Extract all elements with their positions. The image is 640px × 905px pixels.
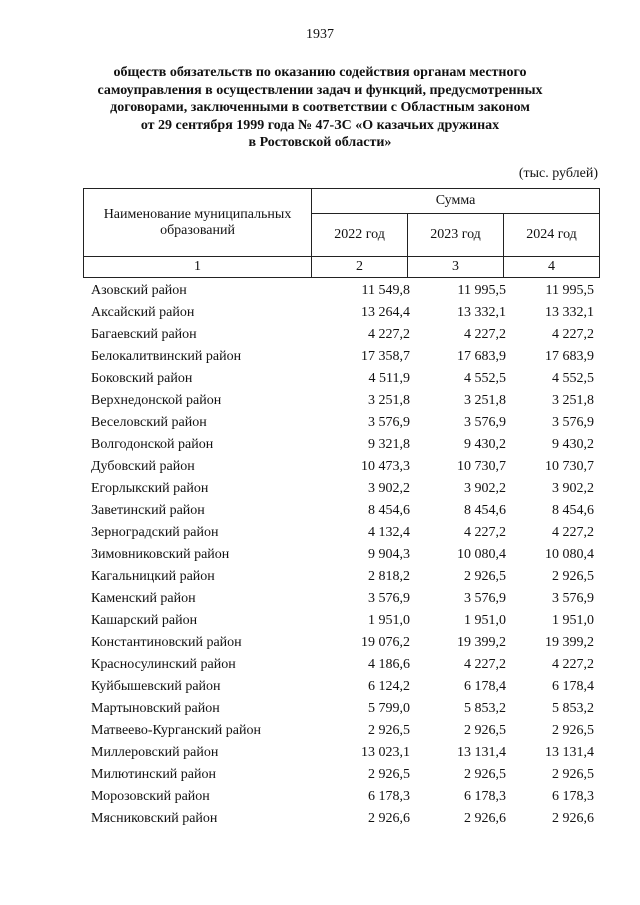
value-2024: 4 227,2 — [552, 327, 594, 342]
municipality-name: Веселовский район — [91, 415, 207, 430]
table-row — [83, 324, 600, 346]
title-line: от 29 сентября 1999 года № 47-ЗС «О казачьих дружинах — [140, 117, 500, 133]
data-table — [83, 280, 600, 830]
value-2024: 2 926,5 — [552, 767, 594, 782]
value-2023: 3 902,2 — [464, 481, 506, 496]
municipality-name: Мартыновский район — [91, 701, 220, 716]
value-2024: 9 430,2 — [552, 437, 594, 452]
municipality-name: Каменский район — [91, 591, 196, 606]
value-2024: 3 576,9 — [552, 415, 594, 430]
title-line: самоуправления в осуществлении задач и функций, предусмотренных — [97, 82, 543, 98]
value-2022: 4 227,2 — [368, 327, 410, 342]
value-2022: 8 454,6 — [368, 503, 410, 518]
value-2024: 17 683,9 — [545, 349, 594, 364]
value-2022: 5 799,0 — [368, 701, 410, 716]
value-2023: 4 552,5 — [464, 371, 506, 386]
municipality-name: Азовский район — [91, 283, 187, 298]
table-row — [83, 390, 600, 412]
value-2023: 11 995,5 — [457, 283, 506, 298]
value-2023: 3 251,8 — [464, 393, 506, 408]
value-2022: 11 549,8 — [361, 283, 410, 298]
value-2024: 3 902,2 — [552, 481, 594, 496]
table-row — [83, 478, 600, 500]
table-row — [83, 654, 600, 676]
table-row — [83, 566, 600, 588]
value-2022: 19 076,2 — [361, 635, 410, 650]
municipality-name: Заветинский район — [91, 503, 205, 518]
value-2024: 3 251,8 — [552, 393, 594, 408]
value-2024: 6 178,4 — [552, 679, 594, 694]
value-2022: 1 951,0 — [368, 613, 410, 628]
value-2023: 3 576,9 — [464, 591, 506, 606]
value-2022: 2 818,2 — [368, 569, 410, 584]
municipality-name: Матвеево-Курганский район — [91, 723, 261, 738]
value-2022: 2 926,6 — [368, 811, 410, 826]
value-2022: 9 904,3 — [368, 547, 410, 562]
value-2023: 3 576,9 — [464, 415, 506, 430]
table-row — [83, 500, 600, 522]
municipality-name: Мясниковский район — [91, 811, 218, 826]
value-2022: 2 926,5 — [368, 767, 410, 782]
title-line: обществ обязательств по оказанию содействия органам местного — [113, 65, 527, 80]
table-row — [83, 544, 600, 566]
table-row — [83, 742, 600, 764]
value-2024: 10 730,7 — [545, 459, 594, 474]
municipality-name: Кашарский район — [91, 613, 198, 628]
value-2023: 2 926,6 — [464, 811, 506, 826]
municipality-name: Зерноградский район — [91, 525, 219, 540]
column-header-year: 2023 год — [408, 214, 504, 257]
value-2023: 2 926,5 — [464, 767, 506, 782]
value-2024: 3 576,9 — [552, 591, 594, 606]
value-2022: 6 124,2 — [368, 679, 410, 694]
value-2022: 17 358,7 — [361, 349, 410, 364]
table-row — [83, 808, 600, 830]
value-2022: 13 264,4 — [361, 305, 410, 320]
document-title — [80, 64, 560, 152]
value-2023: 2 926,5 — [464, 723, 506, 738]
municipality-name: Дубовский район — [91, 459, 195, 474]
value-2023: 5 853,2 — [464, 701, 506, 716]
value-2022: 6 178,3 — [368, 789, 410, 804]
value-2024: 13 131,4 — [545, 745, 594, 760]
value-2023: 2 926,5 — [464, 569, 506, 584]
value-2024: 11 995,5 — [545, 283, 594, 298]
column-header-sum: Сумма — [312, 189, 600, 214]
value-2023: 13 332,1 — [457, 305, 506, 320]
value-2022: 4 511,9 — [368, 371, 410, 386]
value-2024: 4 552,5 — [552, 371, 594, 386]
table-row — [83, 434, 600, 456]
value-2024: 10 080,4 — [545, 547, 594, 562]
municipality-name: Красносулинский район — [91, 657, 236, 672]
value-2023: 13 131,4 — [457, 745, 506, 760]
value-2023: 4 227,2 — [464, 327, 506, 342]
table-row — [83, 412, 600, 434]
table-row — [83, 632, 600, 654]
column-header-year: 2022 год — [312, 214, 408, 257]
value-2024: 19 399,2 — [545, 635, 594, 650]
value-2022: 3 251,8 — [368, 393, 410, 408]
municipality-name: Белокалитвинский район — [91, 349, 242, 364]
title-line: в Ростовской области» — [248, 135, 392, 150]
value-2024: 13 332,1 — [545, 305, 594, 320]
value-2022: 2 926,5 — [368, 723, 410, 738]
municipality-name: Милютинский район — [91, 767, 217, 782]
table-row — [83, 522, 600, 544]
table-row — [83, 588, 600, 610]
unit-label: (тыс. рублей) — [518, 166, 598, 181]
value-2023: 19 399,2 — [457, 635, 506, 650]
column-header-name: Наименование муниципальных образований — [84, 189, 312, 257]
value-2023: 17 683,9 — [457, 349, 506, 364]
municipality-name: Миллеровский район — [91, 745, 219, 760]
value-2023: 4 227,2 — [464, 525, 506, 540]
table-row — [83, 610, 600, 632]
municipality-name: Кагальницкий район — [91, 569, 215, 584]
value-2022: 4 132,4 — [368, 525, 410, 540]
value-2023: 10 730,7 — [457, 459, 506, 474]
value-2024: 2 926,6 — [552, 811, 594, 826]
table-row — [83, 346, 600, 368]
value-2024: 6 178,3 — [552, 789, 594, 804]
table-row — [83, 456, 600, 478]
value-2022: 4 186,6 — [368, 657, 410, 672]
value-2023: 1 951,0 — [464, 613, 506, 628]
value-2024: 4 227,2 — [552, 657, 594, 672]
column-header-year: 2024 год — [504, 214, 600, 257]
table-row — [83, 280, 600, 302]
column-number: 1 — [84, 257, 312, 278]
municipality-name: Егорлыкский район — [91, 481, 209, 496]
value-2022: 3 576,9 — [368, 415, 410, 430]
municipality-name: Константиновский район — [91, 635, 242, 650]
value-2022: 9 321,8 — [368, 437, 410, 452]
table-header — [83, 188, 600, 278]
page-number: 1937 — [306, 27, 334, 42]
column-number: 2 — [312, 257, 408, 278]
table-row — [83, 764, 600, 786]
value-2023: 4 227,2 — [464, 657, 506, 672]
municipality-name: Аксайский район — [91, 305, 195, 320]
table-row — [83, 302, 600, 324]
value-2023: 9 430,2 — [464, 437, 506, 452]
municipality-name: Волгодонской район — [91, 437, 214, 452]
value-2024: 5 853,2 — [552, 701, 594, 716]
column-number: 3 — [408, 257, 504, 278]
value-2022: 3 576,9 — [368, 591, 410, 606]
municipality-name: Куйбышевский район — [91, 679, 221, 694]
table-row — [83, 368, 600, 390]
title-line: договорами, заключенными в соответствии с Областным законом — [110, 100, 530, 115]
value-2022: 3 902,2 — [368, 481, 410, 496]
value-2022: 10 473,3 — [361, 459, 410, 474]
table-row — [83, 698, 600, 720]
column-number: 4 — [504, 257, 600, 278]
table-row — [83, 720, 600, 742]
municipality-name: Зимовниковский район — [91, 547, 230, 562]
value-2024: 1 951,0 — [552, 613, 594, 628]
value-2022: 13 023,1 — [361, 745, 410, 760]
value-2023: 6 178,3 — [464, 789, 506, 804]
table-row — [83, 786, 600, 808]
value-2024: 4 227,2 — [552, 525, 594, 540]
value-2024: 2 926,5 — [552, 723, 594, 738]
value-2023: 8 454,6 — [464, 503, 506, 518]
value-2023: 6 178,4 — [464, 679, 506, 694]
table-row — [83, 676, 600, 698]
value-2024: 2 926,5 — [552, 569, 594, 584]
municipality-name: Багаевский район — [91, 327, 197, 342]
value-2024: 8 454,6 — [552, 503, 594, 518]
municipality-name: Боковский район — [91, 371, 193, 386]
municipality-name: Верхнедонской район — [91, 393, 222, 408]
municipality-name: Морозовский район — [91, 789, 210, 804]
value-2023: 10 080,4 — [457, 547, 506, 562]
